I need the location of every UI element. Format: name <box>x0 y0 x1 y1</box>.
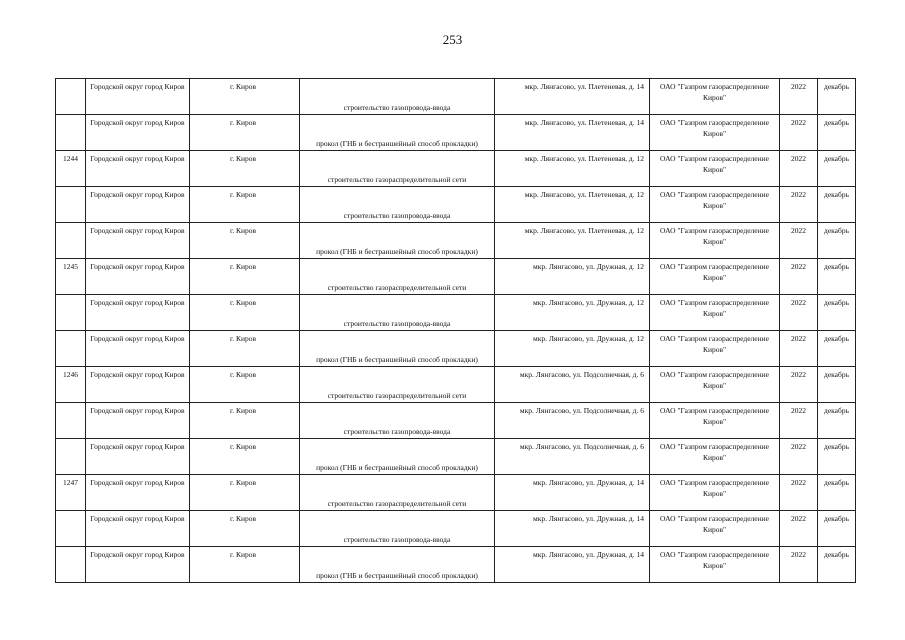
address-cell: мкр. Лянгасово, ул. Подсолнечная, д. 6 <box>495 403 650 439</box>
address-cell: мкр. Лянгасово, ул. Дружная, д. 12 <box>495 295 650 331</box>
district-cell: Городской округ город Киров <box>86 115 190 151</box>
district-cell: Городской округ город Киров <box>86 187 190 223</box>
table-row <box>56 547 856 583</box>
work-type-cell <box>300 259 495 295</box>
month-cell: декабрь <box>818 223 856 259</box>
locality-cell: г. Киров <box>190 187 300 223</box>
work-type-cell <box>300 367 495 403</box>
month-cell: декабрь <box>818 151 856 187</box>
table-row <box>56 223 856 259</box>
work-type-text: строительство газораспределительной сети <box>327 391 467 400</box>
month-cell: декабрь <box>818 331 856 367</box>
address-cell: мкр. Лянгасово, ул. Подсолнечная, д. 6 <box>495 439 650 475</box>
locality-cell: г. Киров <box>190 367 300 403</box>
row-number: 1244 <box>56 151 86 187</box>
table-row <box>56 187 856 223</box>
work-type-cell <box>300 403 495 439</box>
organization-cell: ОАО "Газпром газораспределение Киров" <box>650 259 780 295</box>
year-cell: 2022 <box>780 79 818 115</box>
year-cell: 2022 <box>780 223 818 259</box>
locality-cell: г. Киров <box>190 223 300 259</box>
organization-cell: ОАО "Газпром газораспределение Киров" <box>650 511 780 547</box>
address-cell: мкр. Лянгасово, ул. Дружная, д. 14 <box>495 475 650 511</box>
row-number <box>56 115 86 151</box>
table-row <box>56 259 856 295</box>
table-row <box>56 151 856 187</box>
row-number <box>56 511 86 547</box>
month-cell: декабрь <box>818 115 856 151</box>
row-number: 1247 <box>56 475 86 511</box>
row-number: 1245 <box>56 259 86 295</box>
district-cell: Городской округ город Киров <box>86 439 190 475</box>
work-type-text: прокол (ГНБ и бестраншейный способ прокладки) <box>316 355 478 364</box>
locality-cell: г. Киров <box>190 511 300 547</box>
work-type-cell <box>300 79 495 115</box>
address-cell: мкр. Лянгасово, ул. Дружная, д. 12 <box>495 331 650 367</box>
row-number <box>56 547 86 583</box>
month-cell: декабрь <box>818 79 856 115</box>
work-type-text: прокол (ГНБ и бестраншейный способ прокладки) <box>316 247 478 256</box>
year-cell: 2022 <box>780 439 818 475</box>
work-type-cell <box>300 151 495 187</box>
table-row <box>56 79 856 115</box>
organization-cell: ОАО "Газпром газораспределение Киров" <box>650 223 780 259</box>
work-type-text: строительство газораспределительной сети <box>327 175 467 184</box>
address-cell: мкр. Лянгасово, ул. Плетеневая, д. 12 <box>495 151 650 187</box>
month-cell: декабрь <box>818 511 856 547</box>
district-cell: Городской округ город Киров <box>86 475 190 511</box>
work-type-cell <box>300 295 495 331</box>
work-type-cell <box>300 439 495 475</box>
year-cell: 2022 <box>780 295 818 331</box>
row-number <box>56 331 86 367</box>
work-type-text: прокол (ГНБ и бестраншейный способ прокладки) <box>316 571 478 580</box>
year-cell: 2022 <box>780 151 818 187</box>
register-table <box>55 78 856 583</box>
district-cell: Городской округ город Киров <box>86 223 190 259</box>
year-cell: 2022 <box>780 547 818 583</box>
row-number <box>56 295 86 331</box>
organization-cell: ОАО "Газпром газораспределение Киров" <box>650 295 780 331</box>
year-cell: 2022 <box>780 403 818 439</box>
work-type-cell <box>300 511 495 547</box>
address-cell: мкр. Лянгасово, ул. Плетеневая, д. 14 <box>495 115 650 151</box>
page-number: 253 <box>442 32 463 47</box>
address-cell: мкр. Лянгасово, ул. Дружная, д. 14 <box>495 547 650 583</box>
work-type-text: прокол (ГНБ и бестраншейный способ прокладки) <box>316 139 478 148</box>
work-type-text: строительство газопровода-ввода <box>343 319 451 328</box>
work-type-cell <box>300 115 495 151</box>
locality-cell: г. Киров <box>190 331 300 367</box>
organization-cell: ОАО "Газпром газораспределение Киров" <box>650 115 780 151</box>
organization-cell: ОАО "Газпром газораспределение Киров" <box>650 367 780 403</box>
organization-cell: ОАО "Газпром газораспределение Киров" <box>650 547 780 583</box>
register-table-body <box>56 79 856 583</box>
work-type-text: строительство газопровода-ввода <box>343 427 451 436</box>
address-cell: мкр. Лянгасово, ул. Дружная, д. 14 <box>495 511 650 547</box>
table-row <box>56 511 856 547</box>
year-cell: 2022 <box>780 475 818 511</box>
work-type-cell <box>300 223 495 259</box>
locality-cell: г. Киров <box>190 151 300 187</box>
organization-cell: ОАО "Газпром газораспределение Киров" <box>650 187 780 223</box>
table-row <box>56 331 856 367</box>
year-cell: 2022 <box>780 115 818 151</box>
row-number <box>56 187 86 223</box>
address-cell: мкр. Лянгасово, ул. Плетеневая, д. 14 <box>495 79 650 115</box>
work-type-text: строительство газораспределительной сети <box>327 499 467 508</box>
district-cell: Городской округ город Киров <box>86 367 190 403</box>
table-row <box>56 439 856 475</box>
district-cell: Городской округ город Киров <box>86 511 190 547</box>
year-cell: 2022 <box>780 259 818 295</box>
locality-cell: г. Киров <box>190 403 300 439</box>
year-cell: 2022 <box>780 187 818 223</box>
organization-cell: ОАО "Газпром газораспределение Киров" <box>650 439 780 475</box>
table-row <box>56 367 856 403</box>
address-cell: мкр. Лянгасово, ул. Дружная, д. 12 <box>495 259 650 295</box>
month-cell: декабрь <box>818 475 856 511</box>
row-number <box>56 439 86 475</box>
locality-cell: г. Киров <box>190 115 300 151</box>
table-row <box>56 295 856 331</box>
work-type-cell <box>300 475 495 511</box>
district-cell: Городской округ город Киров <box>86 547 190 583</box>
year-cell: 2022 <box>780 511 818 547</box>
district-cell: Городской округ город Киров <box>86 331 190 367</box>
month-cell: декабрь <box>818 367 856 403</box>
locality-cell: г. Киров <box>190 295 300 331</box>
month-cell: декабрь <box>818 547 856 583</box>
locality-cell: г. Киров <box>190 547 300 583</box>
address-cell: мкр. Лянгасово, ул. Подсолнечная, д. 6 <box>495 367 650 403</box>
work-type-cell <box>300 547 495 583</box>
work-type-text: прокол (ГНБ и бестраншейный способ прокладки) <box>316 463 478 472</box>
work-type-text: строительство газопровода-ввода <box>343 535 451 544</box>
month-cell: декабрь <box>818 295 856 331</box>
year-cell: 2022 <box>780 367 818 403</box>
organization-cell: ОАО "Газпром газораспределение Киров" <box>650 475 780 511</box>
organization-cell: ОАО "Газпром газораспределение Киров" <box>650 331 780 367</box>
organization-cell: ОАО "Газпром газораспределение Киров" <box>650 151 780 187</box>
address-cell: мкр. Лянгасово, ул. Плетеневая, д. 12 <box>495 187 650 223</box>
work-type-text: строительство газопровода-ввода <box>343 211 451 220</box>
district-cell: Городской округ город Киров <box>86 295 190 331</box>
month-cell: декабрь <box>818 439 856 475</box>
month-cell: декабрь <box>818 187 856 223</box>
address-cell: мкр. Лянгасово, ул. Плетеневая, д. 12 <box>495 223 650 259</box>
locality-cell: г. Киров <box>190 259 300 295</box>
organization-cell: ОАО "Газпром газораспределение Киров" <box>650 403 780 439</box>
table-row <box>56 475 856 511</box>
work-type-cell <box>300 331 495 367</box>
district-cell: Городской округ город Киров <box>86 403 190 439</box>
month-cell: декабрь <box>818 259 856 295</box>
district-cell: Городской округ город Киров <box>86 79 190 115</box>
district-cell: Городской округ город Киров <box>86 259 190 295</box>
table-row <box>56 403 856 439</box>
work-type-cell <box>300 187 495 223</box>
month-cell: декабрь <box>818 403 856 439</box>
row-number <box>56 223 86 259</box>
row-number: 1246 <box>56 367 86 403</box>
locality-cell: г. Киров <box>190 439 300 475</box>
work-type-text: строительство газораспределительной сети <box>327 283 467 292</box>
row-number <box>56 403 86 439</box>
table-row <box>56 115 856 151</box>
locality-cell: г. Киров <box>190 79 300 115</box>
district-cell: Городской округ город Киров <box>86 151 190 187</box>
locality-cell: г. Киров <box>190 475 300 511</box>
year-cell: 2022 <box>780 331 818 367</box>
organization-cell: ОАО "Газпром газораспределение Киров" <box>650 79 780 115</box>
work-type-text: строительство газопровода-ввода <box>343 103 451 112</box>
row-number <box>56 79 86 115</box>
